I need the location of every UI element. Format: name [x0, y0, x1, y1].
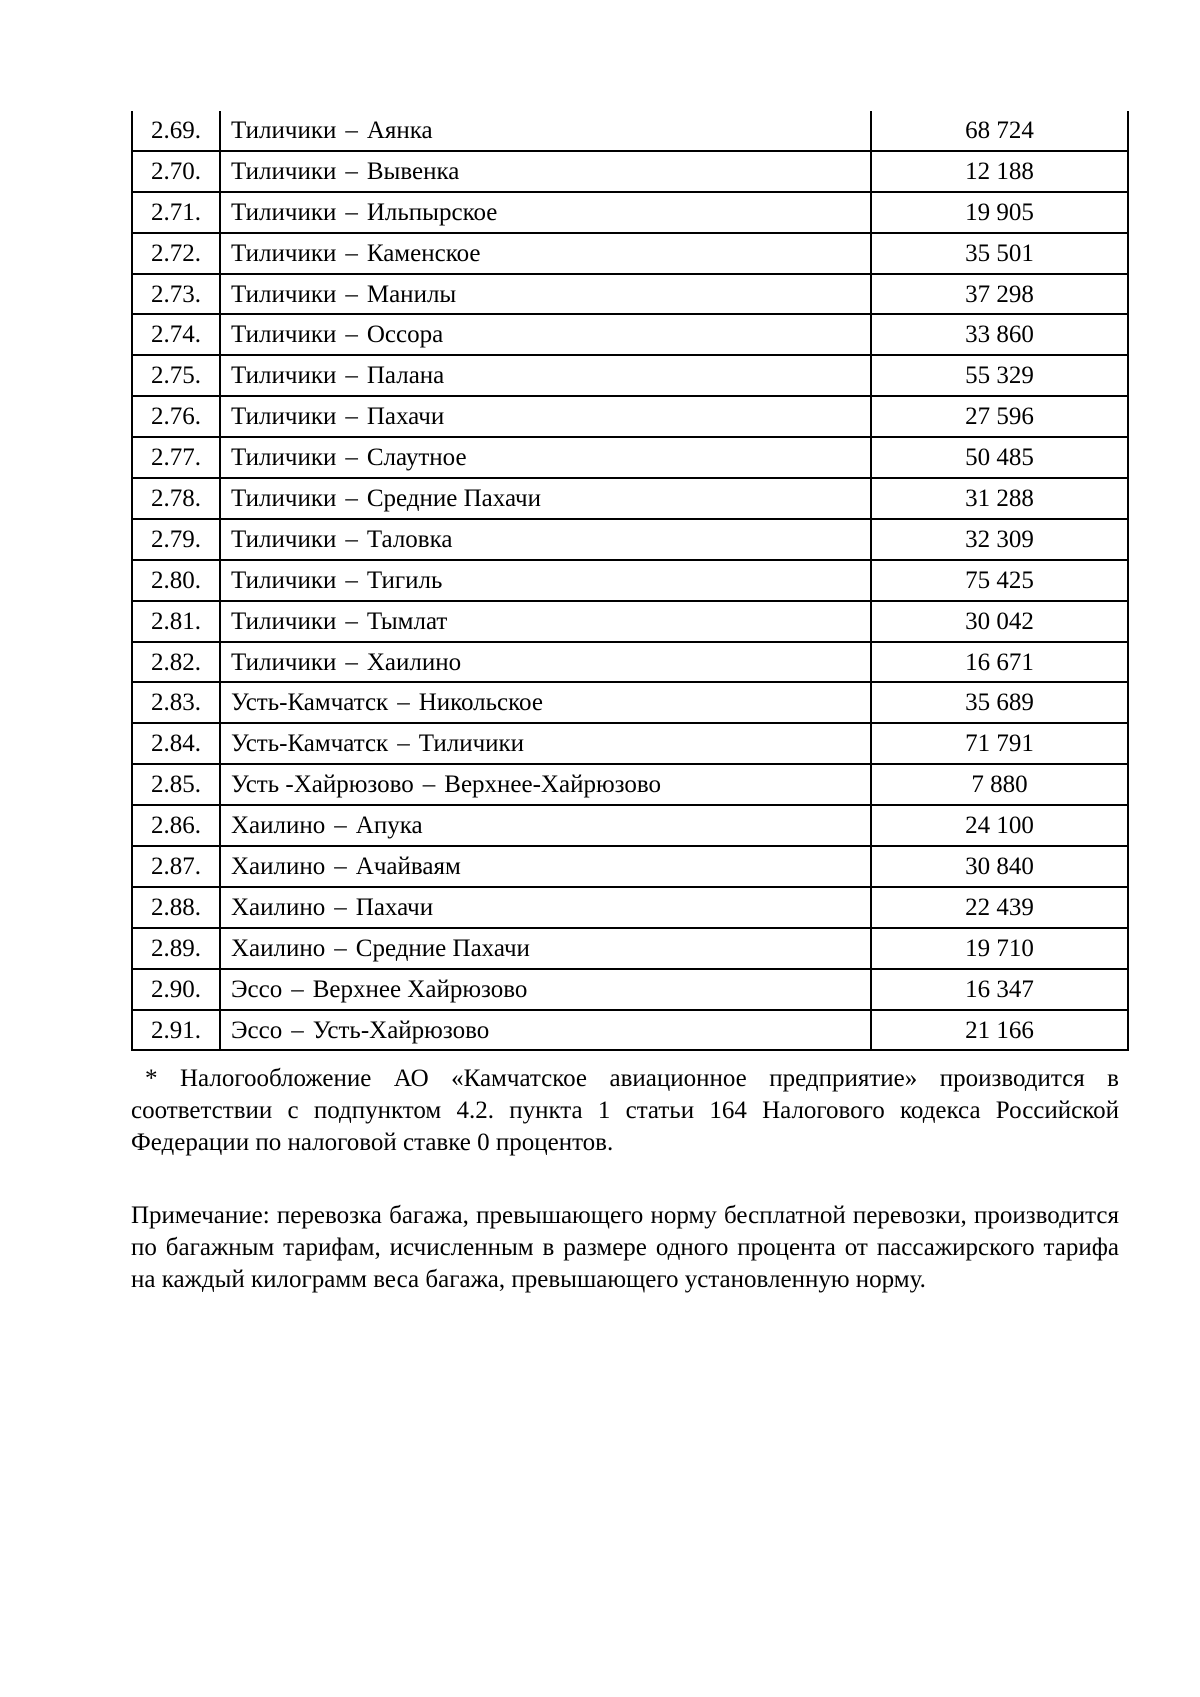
route-origin: Тиличики [231, 566, 337, 594]
table-row [132, 478, 1128, 519]
route-destination: Аянка [366, 116, 433, 144]
route-origin: Усть-Камчатск [231, 689, 389, 717]
route-separator: – [345, 525, 358, 553]
route-origin: Тиличики [231, 607, 337, 635]
route-destination: Верхнее-Хайрюзово [444, 771, 662, 799]
row-number: 2.69. [132, 111, 220, 151]
baggage-note: Примечание: перевозка багажа, превышающего норму бесплатной перевозки, производится по багажным тарифам, исчисленным в размере одного процента от пассажирского тарифа на каждый килограмм веса багажа, превышающего установленную норму. [131, 1202, 1119, 1293]
row-number: 2.86. [132, 805, 220, 846]
route-origin: Тиличики [231, 648, 337, 676]
route-destination: Тымлат [366, 607, 448, 635]
table-row [132, 437, 1128, 478]
route-separator: – [291, 975, 304, 1003]
route-destination: Верхнее Хайрюзово [312, 975, 528, 1003]
table-row [132, 764, 1128, 805]
route-origin: Тиличики [231, 116, 337, 144]
route-destination: Ачайваям [355, 852, 461, 880]
row-number: 2.88. [132, 887, 220, 928]
route-cell [220, 478, 871, 519]
table-row [132, 1010, 1128, 1051]
route-destination: Палана [366, 362, 445, 390]
row-number: 2.90. [132, 969, 220, 1010]
route-cell [220, 1010, 871, 1051]
route-cell [220, 887, 871, 928]
route-destination: Усть-Хайрюзово [312, 1016, 490, 1044]
row-number: 2.77. [132, 437, 220, 478]
tariff-price: 33 860 [871, 314, 1128, 355]
table-row [132, 560, 1128, 601]
tariff-price: 30 840 [871, 846, 1128, 887]
tariff-table-body [132, 111, 1128, 1050]
route-separator: – [345, 403, 358, 431]
route-cell [220, 314, 871, 355]
table-row [132, 969, 1128, 1010]
table-row [132, 887, 1128, 928]
route-cell [220, 396, 871, 437]
route-separator: – [345, 321, 358, 349]
tariff-price: 24 100 [871, 805, 1128, 846]
row-number: 2.81. [132, 601, 220, 642]
route-cell [220, 642, 871, 683]
table-row [132, 928, 1128, 969]
route-cell [220, 151, 871, 192]
route-origin: Хаилино [231, 893, 326, 921]
route-separator: – [291, 1016, 304, 1044]
tariff-price: 7 880 [871, 764, 1128, 805]
row-number: 2.76. [132, 396, 220, 437]
route-separator: – [334, 812, 347, 840]
route-origin: Тиличики [231, 280, 337, 308]
route-separator: – [345, 198, 358, 226]
route-cell [220, 233, 871, 274]
route-destination: Пахачи [355, 893, 434, 921]
table-row [132, 519, 1128, 560]
row-number: 2.80. [132, 560, 220, 601]
row-number: 2.70. [132, 151, 220, 192]
route-separator: – [345, 484, 358, 512]
route-origin: Эссо [231, 1016, 283, 1044]
row-number: 2.87. [132, 846, 220, 887]
row-number: 2.91. [132, 1010, 220, 1051]
row-number: 2.79. [132, 519, 220, 560]
route-destination: Средние Пахачи [366, 484, 541, 512]
tariff-price: 19 905 [871, 192, 1128, 233]
route-origin: Хаилино [231, 812, 326, 840]
route-destination: Вывенка [366, 157, 460, 185]
route-cell [220, 764, 871, 805]
tariff-price: 16 671 [871, 642, 1128, 683]
route-destination: Оссора [366, 321, 444, 349]
route-separator: – [397, 730, 410, 758]
route-origin: Тиличики [231, 362, 337, 390]
tariff-price: 22 439 [871, 887, 1128, 928]
route-destination: Ильпырское [366, 198, 498, 226]
row-number: 2.78. [132, 478, 220, 519]
route-cell [220, 723, 871, 764]
route-cell [220, 519, 871, 560]
row-number: 2.82. [132, 642, 220, 683]
route-origin: Тиличики [231, 198, 337, 226]
tariff-price: 32 309 [871, 519, 1128, 560]
table-row [132, 111, 1128, 151]
route-cell [220, 111, 871, 151]
route-separator: – [345, 444, 358, 472]
row-number: 2.85. [132, 764, 220, 805]
route-cell [220, 601, 871, 642]
row-number: 2.73. [132, 274, 220, 315]
table-row [132, 723, 1128, 764]
table-row [132, 355, 1128, 396]
route-origin: Эссо [231, 975, 283, 1003]
route-cell [220, 969, 871, 1010]
tariff-price: 37 298 [871, 274, 1128, 315]
table-row [132, 314, 1128, 355]
route-separator: – [422, 771, 436, 799]
route-separator: – [345, 280, 358, 308]
route-separator: – [345, 648, 358, 676]
route-cell [220, 560, 871, 601]
tariff-price: 30 042 [871, 601, 1128, 642]
route-origin: Тиличики [231, 157, 337, 185]
table-row [132, 396, 1128, 437]
route-origin: Хаилино [231, 852, 326, 880]
row-number: 2.75. [132, 355, 220, 396]
tariff-price: 50 485 [871, 437, 1128, 478]
route-cell [220, 274, 871, 315]
route-destination: Тигиль [366, 566, 443, 594]
table-row [132, 274, 1128, 315]
table-row [132, 805, 1128, 846]
route-separator: – [334, 934, 347, 962]
row-number: 2.72. [132, 233, 220, 274]
route-separator: – [345, 607, 358, 635]
tax-footnote: * Налогообложение АО «Камчатское авиационное предприятие» производится в соответствии с подпунктом 4.2. пункта 1 статьи 164 Налогового кодекса Российской Федерации по налоговой ставке 0 процентов. [131, 1065, 1119, 1156]
route-separator: – [345, 566, 358, 594]
tariff-price: 75 425 [871, 560, 1128, 601]
route-origin: Тиличики [231, 484, 337, 512]
tariff-price: 35 501 [871, 233, 1128, 274]
tariff-table [131, 111, 1129, 1051]
route-origin: Тиличики [231, 239, 337, 267]
route-cell [220, 355, 871, 396]
route-origin: Усть-Камчатск [231, 730, 389, 758]
row-number: 2.71. [132, 192, 220, 233]
route-origin: Тиличики [231, 525, 337, 553]
route-separator: – [345, 362, 358, 390]
route-cell [220, 805, 871, 846]
route-destination: Средние Пахачи [355, 934, 530, 962]
route-destination: Никольское [418, 689, 543, 717]
tariff-price: 12 188 [871, 151, 1128, 192]
route-cell [220, 928, 871, 969]
table-row [132, 642, 1128, 683]
route-origin: Тиличики [231, 321, 337, 349]
route-origin: Хаилино [231, 934, 326, 962]
tariff-price: 16 347 [871, 969, 1128, 1010]
route-origin: Тиличики [231, 403, 337, 431]
route-separator: – [345, 239, 358, 267]
route-destination: Тиличики [418, 730, 525, 758]
table-row [132, 601, 1128, 642]
route-separator: – [397, 689, 410, 717]
route-separator: – [345, 157, 358, 185]
route-cell [220, 192, 871, 233]
row-number: 2.74. [132, 314, 220, 355]
row-number: 2.84. [132, 723, 220, 764]
table-row [132, 846, 1128, 887]
route-separator: – [334, 852, 347, 880]
route-cell [220, 846, 871, 887]
tariff-price: 21 166 [871, 1010, 1128, 1051]
row-number: 2.83. [132, 682, 220, 723]
route-separator: – [345, 116, 358, 144]
table-row [132, 192, 1128, 233]
route-destination: Апука [355, 812, 423, 840]
route-origin: Тиличики [231, 444, 337, 472]
route-cell [220, 682, 871, 723]
route-destination: Слаутное [366, 444, 467, 472]
row-number: 2.89. [132, 928, 220, 969]
table-row [132, 151, 1128, 192]
tariff-price: 27 596 [871, 396, 1128, 437]
table-row [132, 233, 1128, 274]
tariff-price: 68 724 [871, 111, 1128, 151]
route-destination: Хаилино [366, 648, 462, 676]
tariff-price: 35 689 [871, 682, 1128, 723]
tariff-price: 55 329 [871, 355, 1128, 396]
tariff-price: 71 791 [871, 723, 1128, 764]
route-destination: Таловка [366, 525, 453, 553]
table-row [132, 682, 1128, 723]
route-cell [220, 437, 871, 478]
route-separator: – [334, 893, 347, 921]
route-destination: Пахачи [366, 403, 445, 431]
tariff-price: 31 288 [871, 478, 1128, 519]
route-destination: Манилы [366, 280, 457, 308]
tariff-price: 19 710 [871, 928, 1128, 969]
route-destination: Каменское [366, 239, 481, 267]
route-origin: Усть -Хайрюзово [231, 771, 414, 799]
